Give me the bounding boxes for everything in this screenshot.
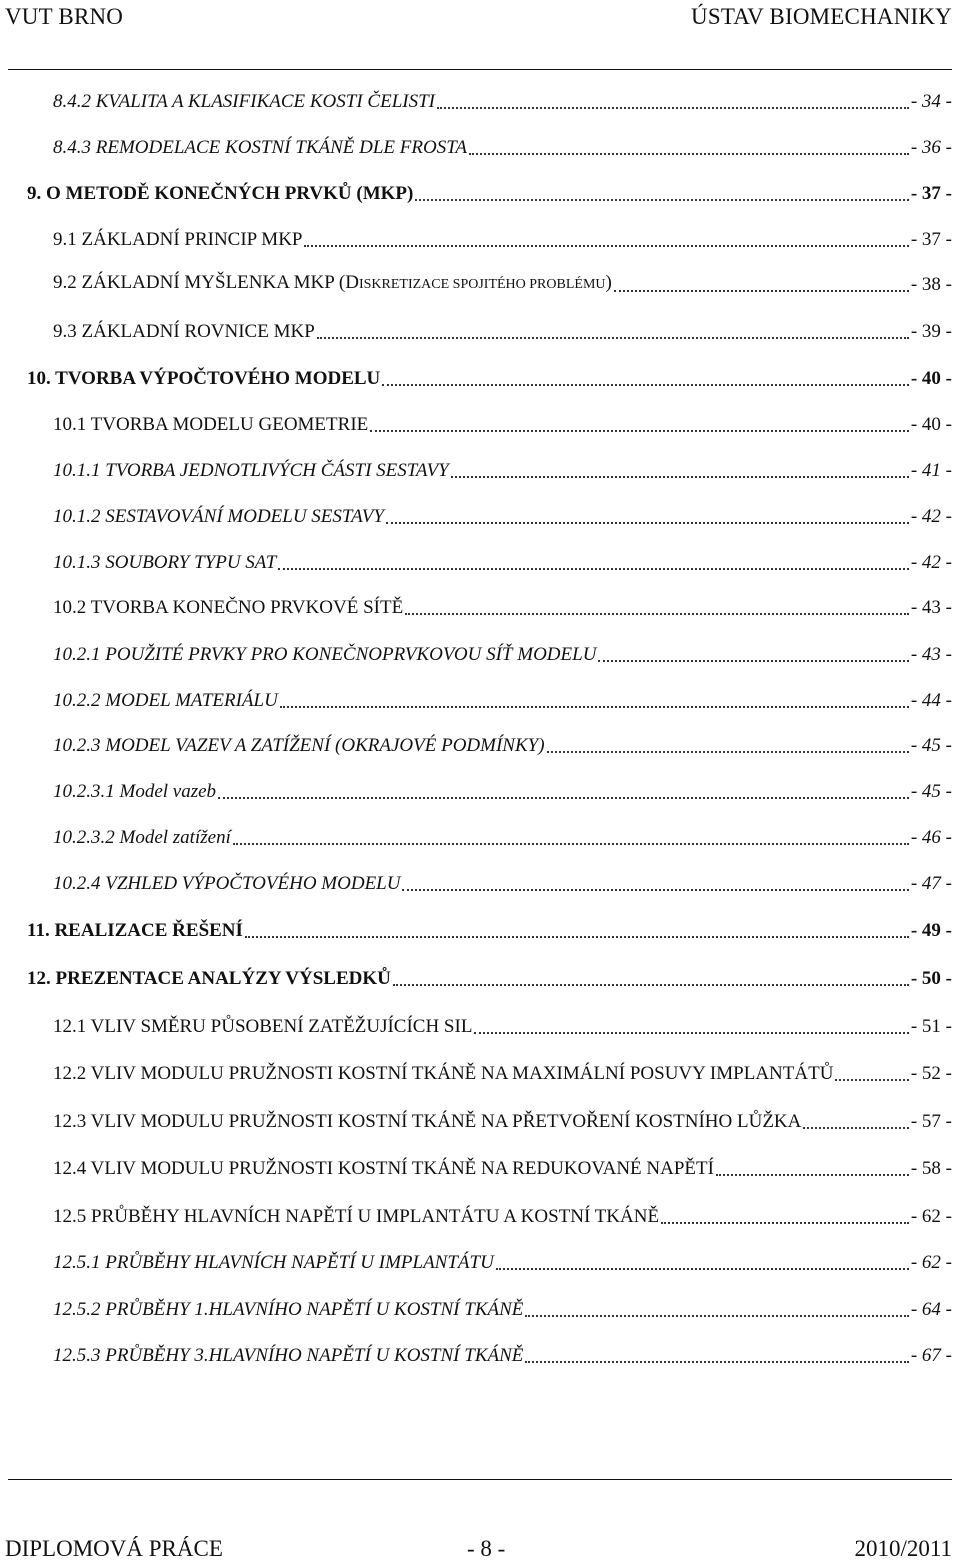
toc-entry-title: 10.1.3 SOUBORY TYPU SAT <box>53 552 277 573</box>
toc-dot-leader <box>614 290 909 292</box>
toc-entry-title: 12.1 VLIV SMĚRU PŮSOBENÍ ZATĚŽUJÍCÍCH SIL <box>53 1016 473 1037</box>
toc-entry-title: 11. REALIZACE ŘEŠENÍ <box>27 920 243 941</box>
toc-entry-page: - 67 - <box>910 1345 952 1366</box>
toc-dot-leader <box>233 843 909 845</box>
toc-dot-leader <box>451 476 909 478</box>
toc-entry-page: - 39 - <box>910 321 952 342</box>
toc-dot-leader <box>218 797 909 799</box>
toc-entry[interactable] <box>53 589 952 619</box>
toc-dot-leader <box>393 984 909 986</box>
toc-entry-title: 10.2.2 MODEL MATERIÁLU <box>53 690 278 711</box>
toc-dot-leader <box>525 1315 908 1317</box>
toc-entry[interactable] <box>53 129 952 159</box>
toc-entry-title: 12.2 VLIV MODULU PRUŽNOSTI KOSTNÍ TKÁNĚ NA MAXIMÁLNÍ POSUVY IMPLANTÁTŮ <box>53 1063 834 1084</box>
toc-entry-title: 10.1 TVORBA MODELU GEOMETRIE <box>53 414 369 435</box>
toc-entry[interactable] <box>27 912 952 942</box>
toc-entry[interactable] <box>53 221 952 251</box>
toc-dot-leader <box>317 337 909 339</box>
toc-entry-page: - 45 - <box>910 781 952 802</box>
toc-entry-title: 12.3 VLIV MODULU PRUŽNOSTI KOSTNÍ TKÁNĚ NA PŘETVOŘENÍ KOSTNÍHO LŮŽKA <box>53 1111 802 1132</box>
toc-entry[interactable] <box>53 727 952 757</box>
toc-entry-title: 10.2.4 VZHLED VÝPOČTOVÉHO MODELU <box>53 873 401 894</box>
toc-dot-leader <box>716 1174 909 1176</box>
toc-entry-page: - 64 - <box>910 1299 952 1320</box>
toc-dot-leader <box>245 936 909 938</box>
toc-entry-title: 10.2.1 POUŽITÉ PRVKY PRO KONEČNOPRVKOVOU SÍŤ MODELU <box>53 644 597 665</box>
toc-entry[interactable] <box>53 1055 952 1085</box>
toc-entry-page: - 50 - <box>910 968 952 989</box>
toc-entry[interactable] <box>53 865 952 895</box>
toc-entry[interactable] <box>53 773 952 803</box>
toc-entry-title: 12. PREZENTACE ANALÝZY VÝSLEDKŮ <box>27 968 391 989</box>
toc-entry-page: - 43 - <box>910 644 952 665</box>
toc-entry-title: 9.1 ZÁKLADNÍ PRINCIP MKP <box>53 229 303 250</box>
toc-dot-leader <box>474 1032 908 1034</box>
toc-entry-page: - 43 - <box>910 597 952 618</box>
toc-entry-page: - 57 - <box>910 1111 952 1132</box>
toc-entry-title: 12.5.1 PRŮBĚHY HLAVNÍCH NAPĚTÍ U IMPLANTÁTU <box>53 1252 494 1273</box>
toc-dot-leader <box>661 1222 909 1224</box>
toc-entry[interactable] <box>27 960 952 990</box>
toc-entry-title-group <box>53 272 612 296</box>
toc-entry[interactable] <box>53 1103 952 1133</box>
toc-entry-title: 12.4 VLIV MODULU PRUŽNOSTI KOSTNÍ TKÁNĚ NA REDUKOVANÉ NAPĚTÍ <box>53 1158 714 1179</box>
toc-dot-leader <box>525 1361 908 1363</box>
toc-entry-title-end: ) <box>605 272 612 293</box>
toc-entry-page: - 42 - <box>910 506 952 527</box>
toc-entry[interactable] <box>27 360 952 390</box>
toc-entry[interactable] <box>53 1337 952 1367</box>
toc-dot-leader <box>496 1268 909 1270</box>
toc-entry[interactable] <box>53 544 952 574</box>
toc-dot-leader <box>437 107 909 109</box>
toc-entry[interactable] <box>53 83 952 113</box>
toc-entry-title: 10.1.1 TVORBA JEDNOTLIVÝCH ČÁSTI SESTAVY <box>53 460 449 481</box>
toc-dot-leader <box>370 430 909 432</box>
toc-entry-title: 10.1.2 SESTAVOVÁNÍ MODELU SESTAVY <box>53 506 384 527</box>
toc-dot-leader <box>386 522 909 524</box>
toc-entry-page: - 51 - <box>910 1016 952 1037</box>
toc-entry-title: 10.2.3.1 Model vazeb <box>53 781 217 802</box>
toc-entry-title: 8.4.3 REMODELACE KOSTNÍ TKÁNĚ DLE FROSTA <box>53 137 467 158</box>
toc-entry-title: 10. TVORBA VÝPOČTOVÉHO MODELU <box>27 368 381 389</box>
toc-dot-leader <box>382 384 909 386</box>
toc-entry-page: - 45 - <box>910 735 952 756</box>
toc-entry-page: - 36 - <box>910 137 952 158</box>
toc-entry[interactable] <box>53 682 952 712</box>
toc-entry-page: - 42 - <box>910 552 952 573</box>
footer-rule <box>8 1479 952 1480</box>
toc-entry-page: - 41 - <box>910 460 952 481</box>
toc-entry-page: - 58 - <box>910 1158 952 1179</box>
toc-entry-page: - 52 - <box>910 1063 952 1084</box>
toc-entry-page: - 49 - <box>910 920 952 941</box>
toc-entry-title: 9.3 ZÁKLADNÍ ROVNICE MKP <box>53 321 315 342</box>
footer-thesis-type: DIPLOMOVÁ PRÁCE <box>5 1536 223 1561</box>
toc-entry-page: - 38 - <box>910 274 952 295</box>
header-university: VUT BRNO <box>5 4 124 29</box>
toc-entry-title: 10.2.3.2 Model zatížení <box>53 827 231 848</box>
toc-dot-leader <box>402 889 908 891</box>
toc-entry[interactable] <box>53 1244 952 1274</box>
toc-dot-leader <box>278 568 909 570</box>
toc-dot-leader <box>803 1127 908 1129</box>
toc-entry-title: 9.2 ZÁKLADNÍ MYŠLENKA MKP (D <box>53 272 359 293</box>
toc-entry-page: - 47 - <box>910 873 952 894</box>
toc-entry[interactable] <box>53 819 952 849</box>
toc-entry-title: 8.4.2 KVALITA A KLASIFIKACE KOSTI ČELISTI <box>53 91 435 112</box>
toc-entry[interactable] <box>53 636 952 666</box>
toc-dot-leader <box>547 751 909 753</box>
toc-dot-leader <box>405 613 909 615</box>
toc-entry-page: - 44 - <box>910 690 952 711</box>
footer-page-number: - 8 - <box>467 1536 506 1561</box>
toc-entry-title: 9. O METODĚ KONEČNÝCH PRVKŮ (MKP) <box>27 183 414 204</box>
toc-entry-page: - 34 - <box>910 91 952 112</box>
toc-entry-title: 12.5 PRŮBĚHY HLAVNÍCH NAPĚTÍ U IMPLANTÁTU A KOSTNÍ TKÁNĚ <box>53 1206 660 1227</box>
toc-entry[interactable] <box>53 1291 952 1321</box>
toc-entry-title: 12.5.3 PRŮBĚHY 3.HLAVNÍHO NAPĚTÍ U KOSTNÍ TKÁNĚ <box>53 1345 524 1366</box>
toc-entry-page: - 40 - <box>910 368 952 389</box>
toc-entry-page: - 62 - <box>910 1206 952 1227</box>
toc-entry-page: - 37 - <box>910 229 952 250</box>
page-footer <box>5 1536 952 1564</box>
toc-entry-title: 12.5.2 PRŮBĚHY 1.HLAVNÍHO NAPĚTÍ U KOSTNÍ TKÁNĚ <box>53 1299 524 1320</box>
toc-entry-title: 10.2.3 MODEL VAZEV A ZATÍŽENÍ (OKRAJOVÉ PODMÍNKY) <box>53 735 545 756</box>
footer-academic-year: 2010/2011 <box>854 1536 952 1561</box>
toc-entry[interactable] <box>53 313 952 343</box>
toc-dot-leader <box>280 706 909 708</box>
toc-entry[interactable] <box>53 498 952 528</box>
toc-entry-title: 10.2 TVORBA KONEČNO PRVKOVÉ SÍTĚ <box>53 597 404 618</box>
toc-dot-leader <box>304 245 908 247</box>
toc-dot-leader <box>598 660 908 662</box>
toc-dot-leader <box>415 199 908 201</box>
toc-entry-page: - 46 - <box>910 827 952 848</box>
toc-entry-page: - 62 - <box>910 1252 952 1273</box>
toc-entry[interactable] <box>53 1198 952 1228</box>
toc-entry-title-smallcaps: ISKRETIZACE SPOJITÉHO PROBLÉMU <box>358 277 606 292</box>
toc-entry-page: - 40 - <box>910 414 952 435</box>
toc-dot-leader <box>835 1079 908 1081</box>
header-institute: ÚSTAV BIOMECHANIKY <box>691 4 952 29</box>
toc-entry[interactable] <box>53 1150 952 1180</box>
toc-entry[interactable] <box>53 452 952 482</box>
toc-entry[interactable] <box>53 266 952 296</box>
toc-dot-leader <box>469 153 909 155</box>
toc-entry[interactable] <box>27 175 952 205</box>
toc-entry[interactable] <box>53 1008 952 1038</box>
toc-entry-page: - 37 - <box>910 183 952 204</box>
toc-entry[interactable] <box>53 406 952 436</box>
